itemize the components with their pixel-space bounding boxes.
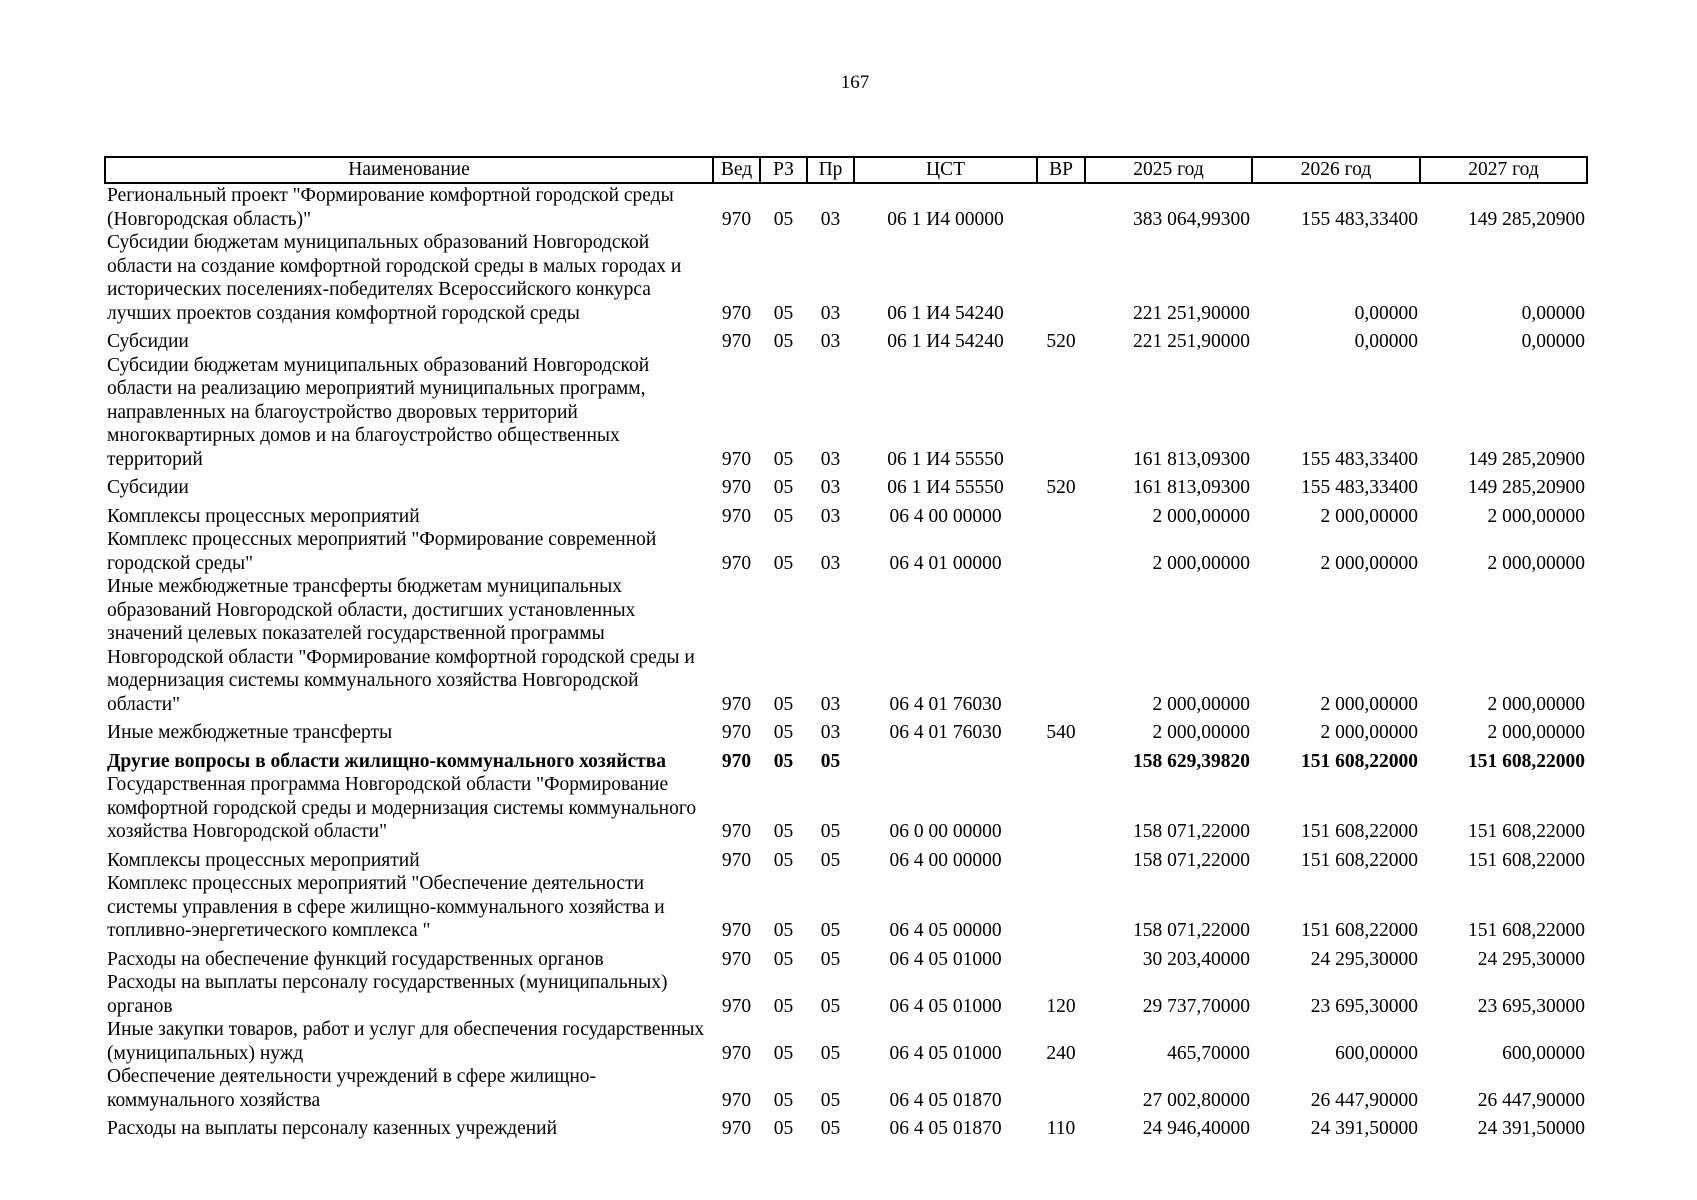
table-row xyxy=(105,943,1587,972)
cell-ved: 970 xyxy=(721,331,752,352)
cell-cst: 06 1 И4 54240 xyxy=(887,302,1004,324)
cell-rz: 05 xyxy=(773,331,794,352)
cell-pr: 05 xyxy=(820,750,841,772)
header-2025: 2025 год xyxy=(1085,157,1252,183)
cell-pr: 03 xyxy=(820,302,841,324)
cell-2027: 2 000,00000 xyxy=(1487,693,1585,715)
cell-2026: 151 608,22000 xyxy=(1301,849,1418,871)
cell-cst: 06 4 05 00000 xyxy=(889,920,1002,941)
budget-table xyxy=(104,156,1588,1141)
cell-pr: 03 xyxy=(820,208,841,230)
cell-vr xyxy=(1037,528,1085,575)
cell-vr: 520 xyxy=(1046,331,1076,352)
cell-ved: 970 xyxy=(721,750,752,772)
cell-pr: 05 xyxy=(820,1118,841,1139)
header-pr: Пр xyxy=(807,157,854,183)
cell-2025: 465,70000 xyxy=(1167,1042,1250,1064)
table-row xyxy=(105,872,1587,943)
cell-cst: 06 4 05 01870 xyxy=(889,1089,1002,1111)
cell-2025: 158 071,22000 xyxy=(1133,849,1250,871)
table-row xyxy=(105,325,1587,354)
cell-name: Субсидии бюджетам муниципальных образований Новгородской области на создание комфортной городской среды в малых городах и исторических поселениях-победителях Всероссийского конкурса лучших проектов создания комфортной городской среды xyxy=(107,232,682,324)
cell-cst: 06 4 05 01000 xyxy=(889,1042,1002,1064)
cell-pr: 03 xyxy=(820,331,841,352)
cell-ved: 970 xyxy=(721,920,752,941)
cell-2027: 2 000,00000 xyxy=(1487,722,1585,743)
cell-name: Субсидии бюджетам муниципальных образований Новгородской области на реализацию мероприятий муниципальных программ, направленных на благоустройство дворовых территорий многоквартирных домов и на благоустройство общественных территорий xyxy=(107,354,650,470)
cell-pr: 05 xyxy=(820,948,841,970)
cell-2027: 151 608,22000 xyxy=(1468,821,1585,842)
cell-2026: 151 608,22000 xyxy=(1301,821,1418,842)
cell-rz: 05 xyxy=(773,693,794,715)
cell-ved: 970 xyxy=(721,448,752,470)
cell-2026: 23 695,30000 xyxy=(1310,995,1418,1017)
cell-2026: 151 608,22000 xyxy=(1301,920,1418,941)
cell-ved: 970 xyxy=(721,1118,752,1139)
cell-rz: 05 xyxy=(773,920,794,941)
cell-2026: 2 000,00000 xyxy=(1320,722,1418,743)
cell-2026: 24 391,50000 xyxy=(1310,1118,1418,1139)
table-row xyxy=(105,528,1587,575)
cell-cst: 06 4 05 01870 xyxy=(889,1118,1002,1139)
cell-2025: 158 629,39820 xyxy=(1133,750,1250,772)
table-row xyxy=(105,1018,1587,1065)
cell-cst: 06 0 00 00000 xyxy=(889,821,1002,842)
cell-2027: 26 447,90000 xyxy=(1477,1089,1585,1111)
cell-pr: 03 xyxy=(820,477,841,498)
cell-2027: 24 295,30000 xyxy=(1477,948,1585,970)
cell-2026: 26 447,90000 xyxy=(1310,1089,1418,1111)
cell-rz: 05 xyxy=(773,750,794,772)
cell-ved: 970 xyxy=(721,693,752,715)
table-body xyxy=(105,183,1587,1141)
cell-pr: 05 xyxy=(820,995,841,1017)
cell-pr: 03 xyxy=(820,505,841,527)
cell-name: Обеспечение деятельности учреждений в сфере жилищно-коммунального хозяйства xyxy=(107,1066,597,1111)
cell-cst xyxy=(854,745,1037,774)
cell-2026: 155 483,33400 xyxy=(1301,448,1418,470)
header-2026: 2026 год xyxy=(1252,157,1420,183)
cell-name: Субсидии xyxy=(107,331,189,352)
cell-cst: 06 4 00 00000 xyxy=(889,849,1002,871)
cell-2025: 29 737,70000 xyxy=(1142,995,1250,1017)
cell-rz: 05 xyxy=(773,821,794,842)
cell-vr: 520 xyxy=(1046,477,1076,498)
header-ved: Вед xyxy=(713,157,760,183)
cell-2027: 149 285,20900 xyxy=(1468,208,1585,230)
table-row xyxy=(105,183,1587,231)
cell-name: Расходы на выплаты персоналу казенных учреждений xyxy=(107,1118,558,1139)
cell-2027: 151 608,22000 xyxy=(1468,849,1585,871)
cell-2027: 151 608,22000 xyxy=(1468,750,1585,772)
cell-cst: 06 4 01 76030 xyxy=(889,722,1002,743)
cell-name: Субсидии xyxy=(107,477,189,498)
cell-ved: 970 xyxy=(721,505,752,527)
cell-pr: 03 xyxy=(820,693,841,715)
cell-2027: 600,00000 xyxy=(1502,1042,1585,1064)
cell-2025: 221 251,90000 xyxy=(1133,302,1250,324)
table-row xyxy=(105,716,1587,745)
cell-name: Иные закупки товаров, работ и услуг для обеспечения государственных (муниципальных) нужд xyxy=(107,1019,705,1064)
cell-2025: 221 251,90000 xyxy=(1133,331,1250,352)
cell-name: Другие вопросы в области жилищно-коммунального хозяйства xyxy=(107,750,667,772)
cell-name: Комплексы процессных мероприятий xyxy=(107,505,420,527)
cell-vr xyxy=(1037,1065,1085,1112)
cell-vr xyxy=(1037,745,1085,774)
cell-2026: 0,00000 xyxy=(1354,331,1418,352)
cell-ved: 970 xyxy=(721,722,752,743)
cell-name: Расходы на выплаты персоналу государственных (муниципальных) органов xyxy=(107,972,668,1017)
cell-cst: 06 1 И4 00000 xyxy=(887,208,1004,230)
cell-vr xyxy=(1037,773,1085,844)
table-row xyxy=(105,773,1587,844)
table-row xyxy=(105,575,1587,716)
cell-ved: 970 xyxy=(721,477,752,498)
cell-ved: 970 xyxy=(721,302,752,324)
table-row xyxy=(105,354,1587,472)
cell-vr xyxy=(1037,943,1085,972)
cell-vr: 120 xyxy=(1046,995,1076,1017)
cell-pr: 03 xyxy=(820,552,841,574)
table-header-row xyxy=(105,157,1587,183)
cell-vr xyxy=(1037,872,1085,943)
cell-2027: 24 391,50000 xyxy=(1477,1118,1585,1139)
cell-2027: 0,00000 xyxy=(1521,302,1585,324)
cell-name: Комплекс процессных мероприятий "Формирование современной городской среды" xyxy=(107,529,657,574)
cell-2026: 2 000,00000 xyxy=(1320,693,1418,715)
header-vr: ВР xyxy=(1037,157,1085,183)
cell-2026: 24 295,30000 xyxy=(1310,948,1418,970)
cell-rz: 05 xyxy=(773,849,794,871)
cell-ved: 970 xyxy=(721,948,752,970)
cell-pr: 03 xyxy=(820,722,841,743)
cell-vr xyxy=(1037,500,1085,529)
cell-pr: 05 xyxy=(820,920,841,941)
table-row xyxy=(105,1112,1587,1141)
cell-2026: 600,00000 xyxy=(1335,1042,1418,1064)
cell-2025: 158 071,22000 xyxy=(1133,821,1250,842)
page-number: 167 xyxy=(840,72,870,93)
header-rz: РЗ xyxy=(760,157,807,183)
cell-2027: 2 000,00000 xyxy=(1487,552,1585,574)
cell-2025: 2 000,00000 xyxy=(1152,505,1250,527)
cell-2027: 23 695,30000 xyxy=(1477,995,1585,1017)
cell-pr: 05 xyxy=(820,821,841,842)
cell-2025: 383 064,99300 xyxy=(1133,208,1250,230)
cell-name: Государственная программа Новгородской области "Формирование комфортной городской среды и модернизация системы коммунального хозяйства Новгородской области" xyxy=(107,774,697,842)
table-row xyxy=(105,1065,1587,1112)
cell-cst: 06 1 И4 54240 xyxy=(887,331,1004,352)
cell-2025: 30 203,40000 xyxy=(1142,948,1250,970)
cell-pr: 05 xyxy=(820,1042,841,1064)
cell-2027: 0,00000 xyxy=(1521,331,1585,352)
cell-ved: 970 xyxy=(721,552,752,574)
table-row xyxy=(105,971,1587,1018)
cell-name: Комплексы процессных мероприятий xyxy=(107,849,420,871)
cell-pr: 05 xyxy=(820,1089,841,1111)
cell-rz: 05 xyxy=(773,1089,794,1111)
cell-rz: 05 xyxy=(773,995,794,1017)
cell-name: Расходы на обеспечение функций государственных органов xyxy=(107,948,604,970)
table-row xyxy=(105,500,1587,529)
cell-cst: 06 4 00 00000 xyxy=(889,505,1002,527)
cell-name: Иные межбюджетные трансферты бюджетам муниципальных образований Новгородской области, достигших установленных значений целевых показателей государственной программы Новгородской области "Формирование комфортной городской среды и модернизация системы коммунального хозяйства Новгородской области" xyxy=(107,576,695,715)
cell-2026: 0,00000 xyxy=(1354,302,1418,324)
header-2027: 2027 год xyxy=(1420,157,1587,183)
cell-2026: 155 483,33400 xyxy=(1301,477,1418,498)
table-row xyxy=(105,745,1587,774)
cell-2027: 151 608,22000 xyxy=(1468,920,1585,941)
cell-rz: 05 xyxy=(773,552,794,574)
cell-rz: 05 xyxy=(773,505,794,527)
header-name: Наименование xyxy=(105,157,713,183)
table-row xyxy=(105,471,1587,500)
cell-cst: 06 4 05 01000 xyxy=(889,995,1002,1017)
cell-vr: 240 xyxy=(1046,1042,1076,1064)
cell-rz: 05 xyxy=(773,448,794,470)
cell-cst: 06 4 05 01000 xyxy=(889,948,1002,970)
cell-2027: 2 000,00000 xyxy=(1487,505,1585,527)
cell-2025: 2 000,00000 xyxy=(1152,552,1250,574)
cell-vr: 110 xyxy=(1046,1118,1076,1139)
cell-ved: 970 xyxy=(721,1042,752,1064)
cell-vr xyxy=(1037,844,1085,873)
cell-rz: 05 xyxy=(773,208,794,230)
cell-2027: 149 285,20900 xyxy=(1468,448,1585,470)
cell-vr xyxy=(1037,575,1085,716)
cell-2025: 158 071,22000 xyxy=(1133,920,1250,941)
cell-2025: 24 946,40000 xyxy=(1142,1118,1250,1139)
cell-2026: 151 608,22000 xyxy=(1301,750,1418,772)
cell-2026: 155 483,33400 xyxy=(1301,208,1418,230)
table-row xyxy=(105,231,1587,325)
cell-vr: 540 xyxy=(1046,722,1076,743)
cell-vr xyxy=(1037,183,1085,231)
cell-2026: 2 000,00000 xyxy=(1320,552,1418,574)
cell-2025: 27 002,80000 xyxy=(1142,1089,1250,1111)
table-row xyxy=(105,844,1587,873)
cell-2025: 2 000,00000 xyxy=(1152,722,1250,743)
cell-pr: 05 xyxy=(820,849,841,871)
cell-vr xyxy=(1037,354,1085,472)
cell-2025: 161 813,09300 xyxy=(1133,448,1250,470)
cell-vr xyxy=(1037,231,1085,325)
cell-name: Региональный проект "Формирование комфортной городской среды (Новгородская область)" xyxy=(107,185,674,230)
cell-rz: 05 xyxy=(773,477,794,498)
cell-pr: 03 xyxy=(820,448,841,470)
header-cst: ЦСТ xyxy=(854,157,1037,183)
cell-ved: 970 xyxy=(721,849,752,871)
cell-cst: 06 1 И4 55550 xyxy=(887,477,1004,498)
cell-ved: 970 xyxy=(721,1089,752,1111)
cell-rz: 05 xyxy=(773,1042,794,1064)
cell-cst: 06 4 01 76030 xyxy=(889,693,1002,715)
cell-ved: 970 xyxy=(721,995,752,1017)
cell-ved: 970 xyxy=(721,821,752,842)
cell-cst: 06 1 И4 55550 xyxy=(887,448,1004,470)
cell-rz: 05 xyxy=(773,302,794,324)
cell-2025: 161 813,09300 xyxy=(1133,477,1250,498)
cell-2027: 149 285,20900 xyxy=(1468,477,1585,498)
cell-ved: 970 xyxy=(721,208,752,230)
cell-name: Комплекс процессных мероприятий "Обеспечение деятельности системы управления в сфере жилищно-коммунального хозяйства и топливно-энергетического комплекса " xyxy=(107,873,665,941)
cell-rz: 05 xyxy=(773,948,794,970)
cell-cst: 06 4 01 00000 xyxy=(889,552,1002,574)
cell-2025: 2 000,00000 xyxy=(1152,693,1250,715)
cell-rz: 05 xyxy=(773,1118,794,1139)
cell-rz: 05 xyxy=(773,722,794,743)
cell-2026: 2 000,00000 xyxy=(1320,505,1418,527)
cell-name: Иные межбюджетные трансферты xyxy=(107,722,393,743)
